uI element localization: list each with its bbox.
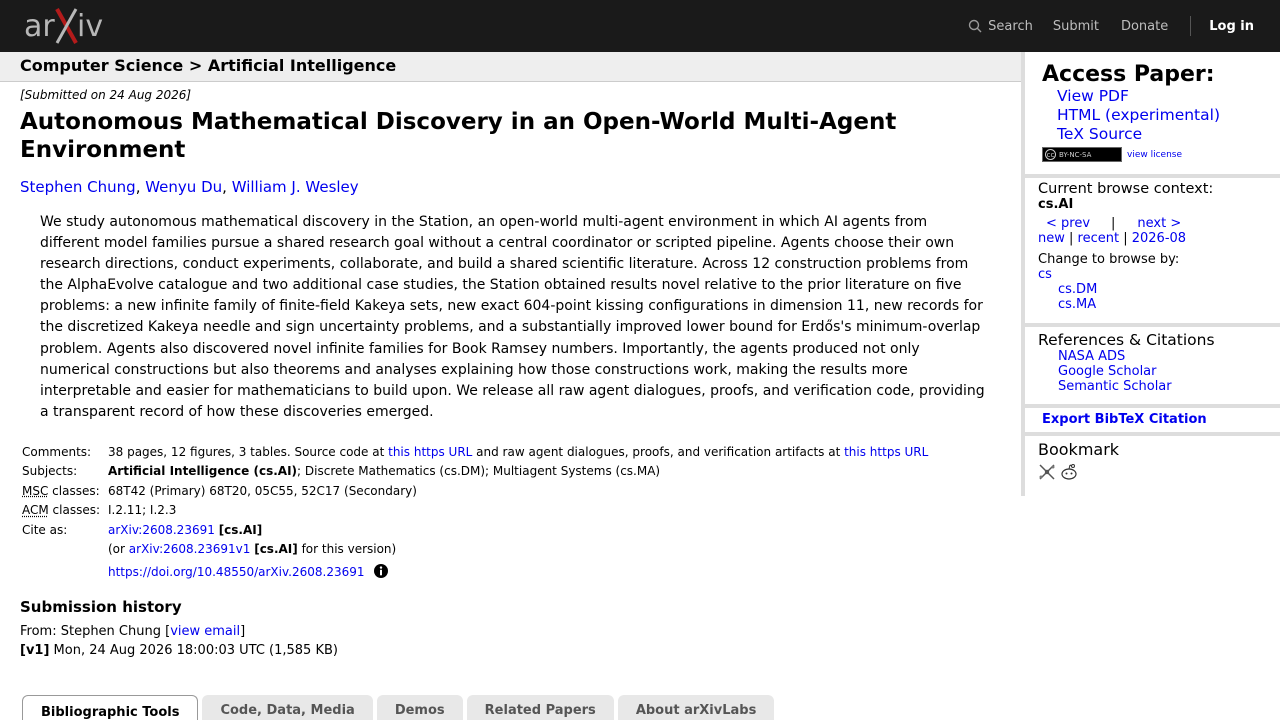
donate-link[interactable]: Donate — [1120, 18, 1169, 34]
cite-version — [106, 540, 930, 560]
reddit-icon[interactable] — [1060, 463, 1078, 481]
svg-text:ar: ar — [24, 9, 55, 44]
cite-category: [cs.AI] — [218, 522, 263, 537]
view-license-link[interactable]: view license — [1127, 149, 1183, 160]
browse-cs-ma-link[interactable]: cs.MA — [1058, 297, 1097, 312]
comments-label: Comments: — [22, 444, 92, 459]
submitter-line — [20, 622, 1000, 641]
search-label: Search — [988, 18, 1033, 34]
cite-label: Cite as: — [22, 522, 68, 537]
bibsonomy-icon[interactable] — [1038, 463, 1056, 481]
separator: | — [1111, 216, 1116, 231]
cite-or-text: (or — [108, 542, 129, 557]
subjects-value — [106, 462, 930, 482]
top-navbar — [0, 0, 1280, 52]
doi-link[interactable]: https://doi.org/10.48550/arXiv.2608.23691 — [108, 564, 365, 579]
abstract: We study autonomous mathematical discovery in the Station, an open-world multi-agent environment in which AI agents from different model families pursue a shared research goal without a central coordinator or scripted pipeline. Agents choose their own research directions, conduct experiments, collaborate, and build a shared scientific literature. Across 12 construction problems from the AlphaEvolve catalogue and two additional case studies, the Station obtained results novel relative to the prior literature on five problems: a new infinite family of finite-field Kakeya sets, new exact 604-point kissing configurations in dimension 11, new records for the discretized Kakeya needle and sign uncertainty problems, and a substantially improved lower bound for Erdős's minimum-overlap problem. Agents also discovered novel infinite families for Book Ramsey numbers. Importantly, the agents produced not only numerical constructions but also theorems and analyses explaining how those constructions work, making the results more interpretable and easier for mathematicians to build upon. We release all raw agent dialogues, proofs, and verification code, providing a transparent record of how these discoveries emerged. — [40, 214, 985, 420]
change-browse-title: Change to browse by: — [1038, 252, 1180, 267]
version-line — [20, 641, 1000, 660]
bookmark-box — [1025, 436, 1280, 496]
acm-row — [20, 501, 930, 521]
tab-code-data-media[interactable]: Code, Data, Media — [202, 695, 372, 720]
primary-subject: Artificial Intelligence (cs.AI) — [108, 464, 298, 479]
subjects-label: Subjects: — [22, 464, 78, 479]
browse-context-title: Current browse context: — [1038, 181, 1214, 197]
tab-about-arxivlabs[interactable]: About arXivLabs — [618, 695, 775, 720]
comments-text: and raw agent dialogues, proofs, and verification artifacts at — [472, 444, 845, 459]
author-list: Stephen Chung, Wenyu Du, William J. Wesley — [20, 178, 359, 196]
cite-row — [20, 521, 930, 541]
arxiv-logo[interactable] — [24, 6, 114, 46]
export-bibtex-link[interactable]: Export BibTeX Citation — [1042, 412, 1207, 427]
empty-cell — [20, 560, 106, 583]
cite-link[interactable]: arXiv:2608.23691 — [108, 522, 215, 537]
access-paper-title: Access Paper: — [1042, 62, 1215, 87]
search-icon — [968, 19, 982, 33]
info-icon[interactable] — [374, 564, 388, 578]
submit-link[interactable]: Submit — [1052, 18, 1099, 34]
paper-title: Autonomous Mathematical Discovery in an Open-World Multi-Agent Environment — [20, 109, 897, 163]
view-email-link[interactable]: view email — [170, 624, 241, 640]
labs-tabs — [22, 695, 778, 720]
prev-next-nav — [1038, 216, 1280, 231]
msc-value: 68T42 (Primary) 68T20, 05C55, 52C17 (Secondary) — [108, 483, 417, 498]
doi-row — [20, 560, 930, 583]
metadata-table — [20, 443, 930, 583]
sidebar — [1021, 52, 1280, 496]
other-subjects: ; Discrete Mathematics (cs.DM); Multiagent Systems (cs.MA) — [297, 464, 661, 479]
source-code-link[interactable]: this https URL — [388, 444, 473, 459]
browse-cs-row — [1038, 267, 1280, 282]
cc-icon: cc — [1046, 151, 1055, 159]
submission-history — [20, 622, 1000, 660]
version-date: Mon, 24 Aug 2026 18:00:03 UTC (1,585 KB) — [49, 643, 338, 659]
author-link[interactable]: Stephen Chung — [20, 178, 136, 196]
browse-context-box — [1025, 178, 1280, 323]
html-link[interactable]: HTML (experimental) — [1057, 106, 1220, 124]
nav-divider — [1190, 16, 1191, 36]
version-tag: [v1] — [20, 643, 50, 659]
view-pdf-link[interactable]: View PDF — [1057, 87, 1129, 105]
empty-cell — [20, 540, 106, 560]
msc-label-text: classes: — [48, 483, 100, 498]
acm-value: I.2.11; I.2.3 — [108, 503, 177, 518]
msc-abbr: MSC — [22, 483, 49, 498]
bracket-close: ] — [240, 624, 246, 640]
cite-version-text: for this version) — [297, 542, 397, 557]
cite-value — [106, 521, 930, 541]
tab-demos[interactable]: Demos — [377, 695, 463, 720]
breadcrumb: Computer Science > Artificial Intelligence — [0, 52, 1021, 82]
acm-label — [20, 501, 106, 521]
artifacts-link[interactable]: this https URL — [844, 444, 929, 459]
cite-version-row — [20, 540, 930, 560]
references-title: References & Citations — [1038, 331, 1215, 349]
cc-license-badge[interactable] — [1042, 147, 1122, 162]
access-paper-box — [1025, 52, 1280, 174]
prev-link[interactable]: < prev — [1046, 216, 1091, 231]
browse-context-value: cs.AI — [1038, 197, 1074, 212]
acm-abbr: ACM — [22, 503, 49, 518]
tab-bibliographic-tools[interactable]: Bibliographic Tools — [22, 695, 198, 720]
author-link[interactable]: Wenyu Du — [145, 178, 223, 196]
author-link[interactable]: William J. Wesley — [231, 178, 359, 196]
download-links — [1057, 87, 1280, 144]
browse-subcategories — [1058, 282, 1280, 312]
header-nav — [968, 0, 1280, 52]
subjects-row — [20, 462, 930, 482]
browse-cs-dm-link[interactable]: cs.DM — [1058, 282, 1098, 297]
bookmark-title: Bookmark — [1038, 440, 1120, 459]
export-box — [1025, 408, 1280, 432]
nasa-ads-link[interactable]: NASA ADS — [1058, 349, 1126, 364]
tex-source-link[interactable]: TeX Source — [1057, 125, 1143, 143]
new-link[interactable]: new — [1038, 231, 1065, 246]
doi-value — [106, 560, 930, 583]
comments-value — [106, 443, 930, 463]
msc-row — [20, 482, 930, 502]
submission-history-title: Submission history — [20, 598, 182, 617]
main-content — [20, 82, 1000, 660]
google-scholar-link[interactable]: Google Scholar — [1058, 364, 1157, 379]
license-badge-text: BY-NC-SA — [1059, 150, 1092, 159]
acm-label-text: classes: — [48, 503, 101, 518]
bookmark-icons — [1038, 463, 1280, 481]
new-recent-row: new | recent | 2026-08 — [1038, 231, 1187, 246]
submitter-text: From: Stephen Chung [ — [20, 624, 171, 640]
tab-related-papers[interactable]: Related Papers — [467, 695, 614, 720]
msc-label — [20, 482, 106, 502]
license-row — [1042, 147, 1280, 162]
cite-v1-link[interactable]: arXiv:2608.23691v1 — [128, 542, 251, 557]
semantic-scholar-link[interactable]: Semantic Scholar — [1058, 379, 1172, 394]
svg-text:iv: iv — [77, 9, 104, 44]
comments-text: 38 pages, 12 figures, 3 tables. Source code at — [108, 444, 389, 459]
browse-cs-link[interactable]: cs — [1038, 267, 1052, 282]
submission-date: [Submitted on 24 Aug 2026] — [20, 88, 192, 102]
references-box — [1025, 327, 1280, 404]
login-link[interactable]: Log in — [1209, 18, 1254, 34]
month-link[interactable]: 2026-08 — [1131, 231, 1187, 246]
cite-category: [cs.AI] — [254, 542, 298, 557]
search-link[interactable] — [968, 19, 1033, 34]
references-links — [1058, 349, 1280, 394]
recent-link[interactable]: recent — [1077, 231, 1120, 246]
next-link[interactable]: next > — [1137, 216, 1182, 231]
comments-row — [20, 443, 930, 463]
